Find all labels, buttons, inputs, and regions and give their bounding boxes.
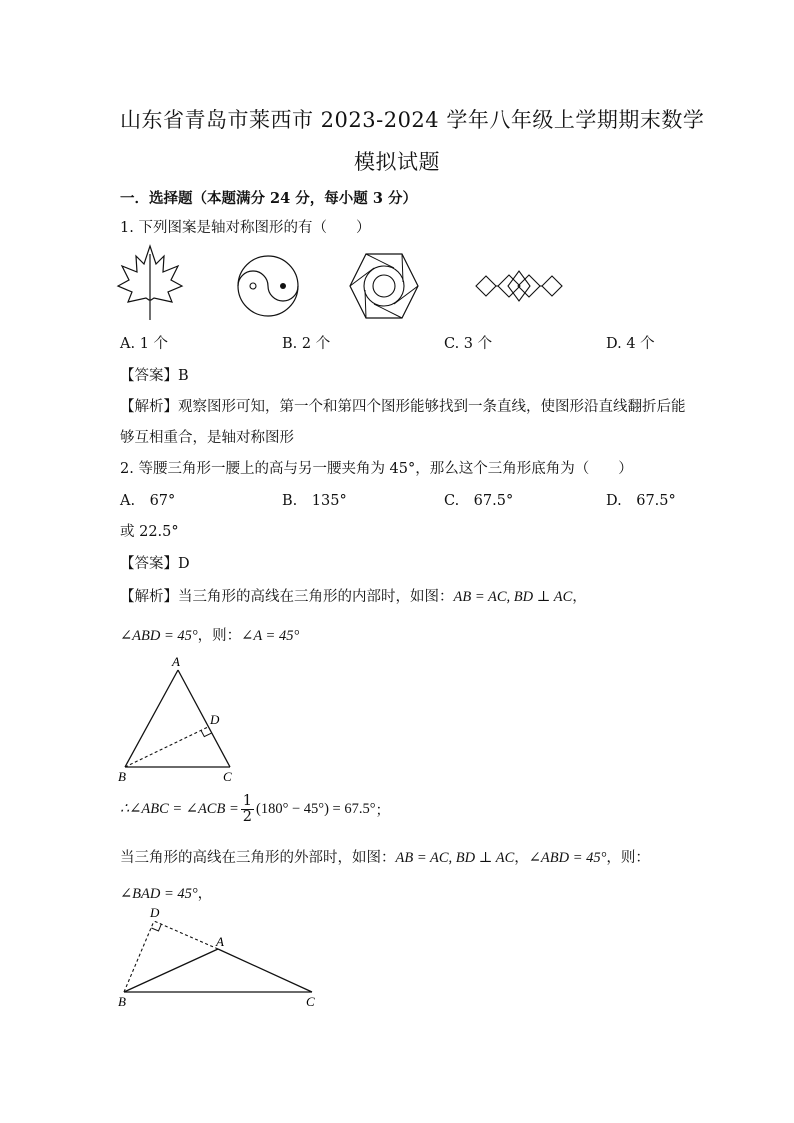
q2-answer: 【答案】D: [120, 556, 190, 572]
q2-option-b: B. 135°: [282, 493, 347, 509]
fraction-half: [241, 794, 254, 825]
q2-condition-2: AB = AC, BD ⊥ AC: [395, 850, 515, 866]
q2-then-2: ，则：: [606, 850, 650, 866]
maple-leaf-icon: [116, 244, 184, 322]
q2-comma-3: ，: [197, 886, 213, 902]
fig2-altitude-bd: [124, 921, 154, 992]
question-2-stem: 2. 等腰三角形一腰上的高与另一腰夹角为 45°，那么这个三角形底角为（ ）: [120, 461, 633, 477]
q2-case2-line: [120, 846, 650, 867]
q2-option-d: D. 67.5°: [606, 493, 676, 509]
q2-therefore-right: (180° − 45°) = 67.5°: [255, 801, 376, 818]
fig1-label-a: A: [172, 654, 180, 669]
fraction-denominator: 2: [242, 809, 252, 826]
q2-then: ，则：: [197, 628, 242, 644]
page-title: 山东省青岛市莱西市 2023-2024 学年八年级上学期期末数学: [120, 108, 705, 132]
fig1-label-d: D: [210, 712, 220, 727]
fig2-label-b: B: [118, 994, 126, 1009]
q2-condition-1: AB = AC, BD ⊥ AC: [453, 589, 573, 605]
fraction-numerator: 1: [242, 793, 252, 809]
section-heading: 一．选择题（本题满分 24 分，每小题 3 分）: [120, 190, 417, 207]
q1-option-d: D. 4 个: [606, 336, 655, 352]
fig1-side-ab: [125, 670, 178, 767]
fig2-label-a: A: [216, 934, 224, 949]
q1-analysis-line2: 够互相重合，是轴对称图形: [120, 430, 294, 446]
fig2-side-ac: [218, 949, 312, 992]
triangle-figure-1: [110, 654, 250, 784]
hexagon-circle-icon: [348, 252, 420, 320]
q2-angle-a: ∠A = 45°: [241, 628, 300, 644]
fig1-side-ac: [178, 670, 230, 767]
q2-therefore-line: [120, 794, 390, 825]
fig1-label-b: B: [118, 769, 126, 784]
q2-case2-intro: 当三角形的高线在三角形的外部时，如图：: [120, 850, 396, 866]
fig2-side-ba: [124, 949, 218, 992]
q1-answer: 【答案】B: [120, 368, 189, 384]
q2-angle-abd: ∠ABD = 45°: [120, 628, 198, 644]
fig2-label-d: D: [150, 905, 160, 920]
q2-therefore-left: ∴∠ABC = ∠ACB =: [120, 801, 239, 818]
triangle-figure-2: [110, 904, 330, 1012]
q1-option-c: C. 3 个: [444, 336, 493, 352]
q2-analysis-intro-text: 【解析】当三角形的高线在三角形的内部时，如图：: [120, 589, 454, 605]
fig2-extension-ad: [154, 921, 218, 949]
q1-option-b: B. 2 个: [282, 336, 331, 352]
q2-angle-line: [120, 624, 299, 645]
fig1-right-angle-mark: [201, 730, 211, 736]
q2-angle-bad-line: [120, 882, 212, 903]
q2-semicolon: ；: [375, 803, 391, 820]
q2-comma-2: ，: [514, 850, 529, 866]
knot-pattern-icon: [474, 266, 564, 306]
fig2-right-angle-mark: [152, 924, 162, 931]
q2-option-d-continued: 或 22.5°: [120, 524, 179, 540]
fig1-label-c: C: [223, 769, 232, 784]
q2-option-a: A. 67°: [120, 493, 176, 509]
q2-option-c: C. 67.5°: [444, 493, 514, 509]
q2-comma: ，: [572, 589, 587, 605]
q1-analysis-line1: 【解析】观察图形可知，第一个和第四个图形能够找到一条直线，使图形沿直线翻折后能: [120, 399, 686, 415]
q2-angle-abd-2: ∠ABD = 45°: [528, 850, 607, 866]
question-1-stem: 1. 下列图案是轴对称图形的有（ ）: [120, 220, 371, 236]
q2-angle-bad: ∠BAD = 45°: [120, 886, 198, 902]
q2-analysis-intro: [120, 585, 587, 606]
fig1-altitude-bd: [125, 727, 208, 767]
yin-yang-icon: [236, 254, 300, 318]
fig2-label-c: C: [306, 994, 315, 1009]
q1-option-a: A. 1 个: [120, 336, 169, 352]
page-title-line2: 模拟试题: [354, 150, 440, 174]
